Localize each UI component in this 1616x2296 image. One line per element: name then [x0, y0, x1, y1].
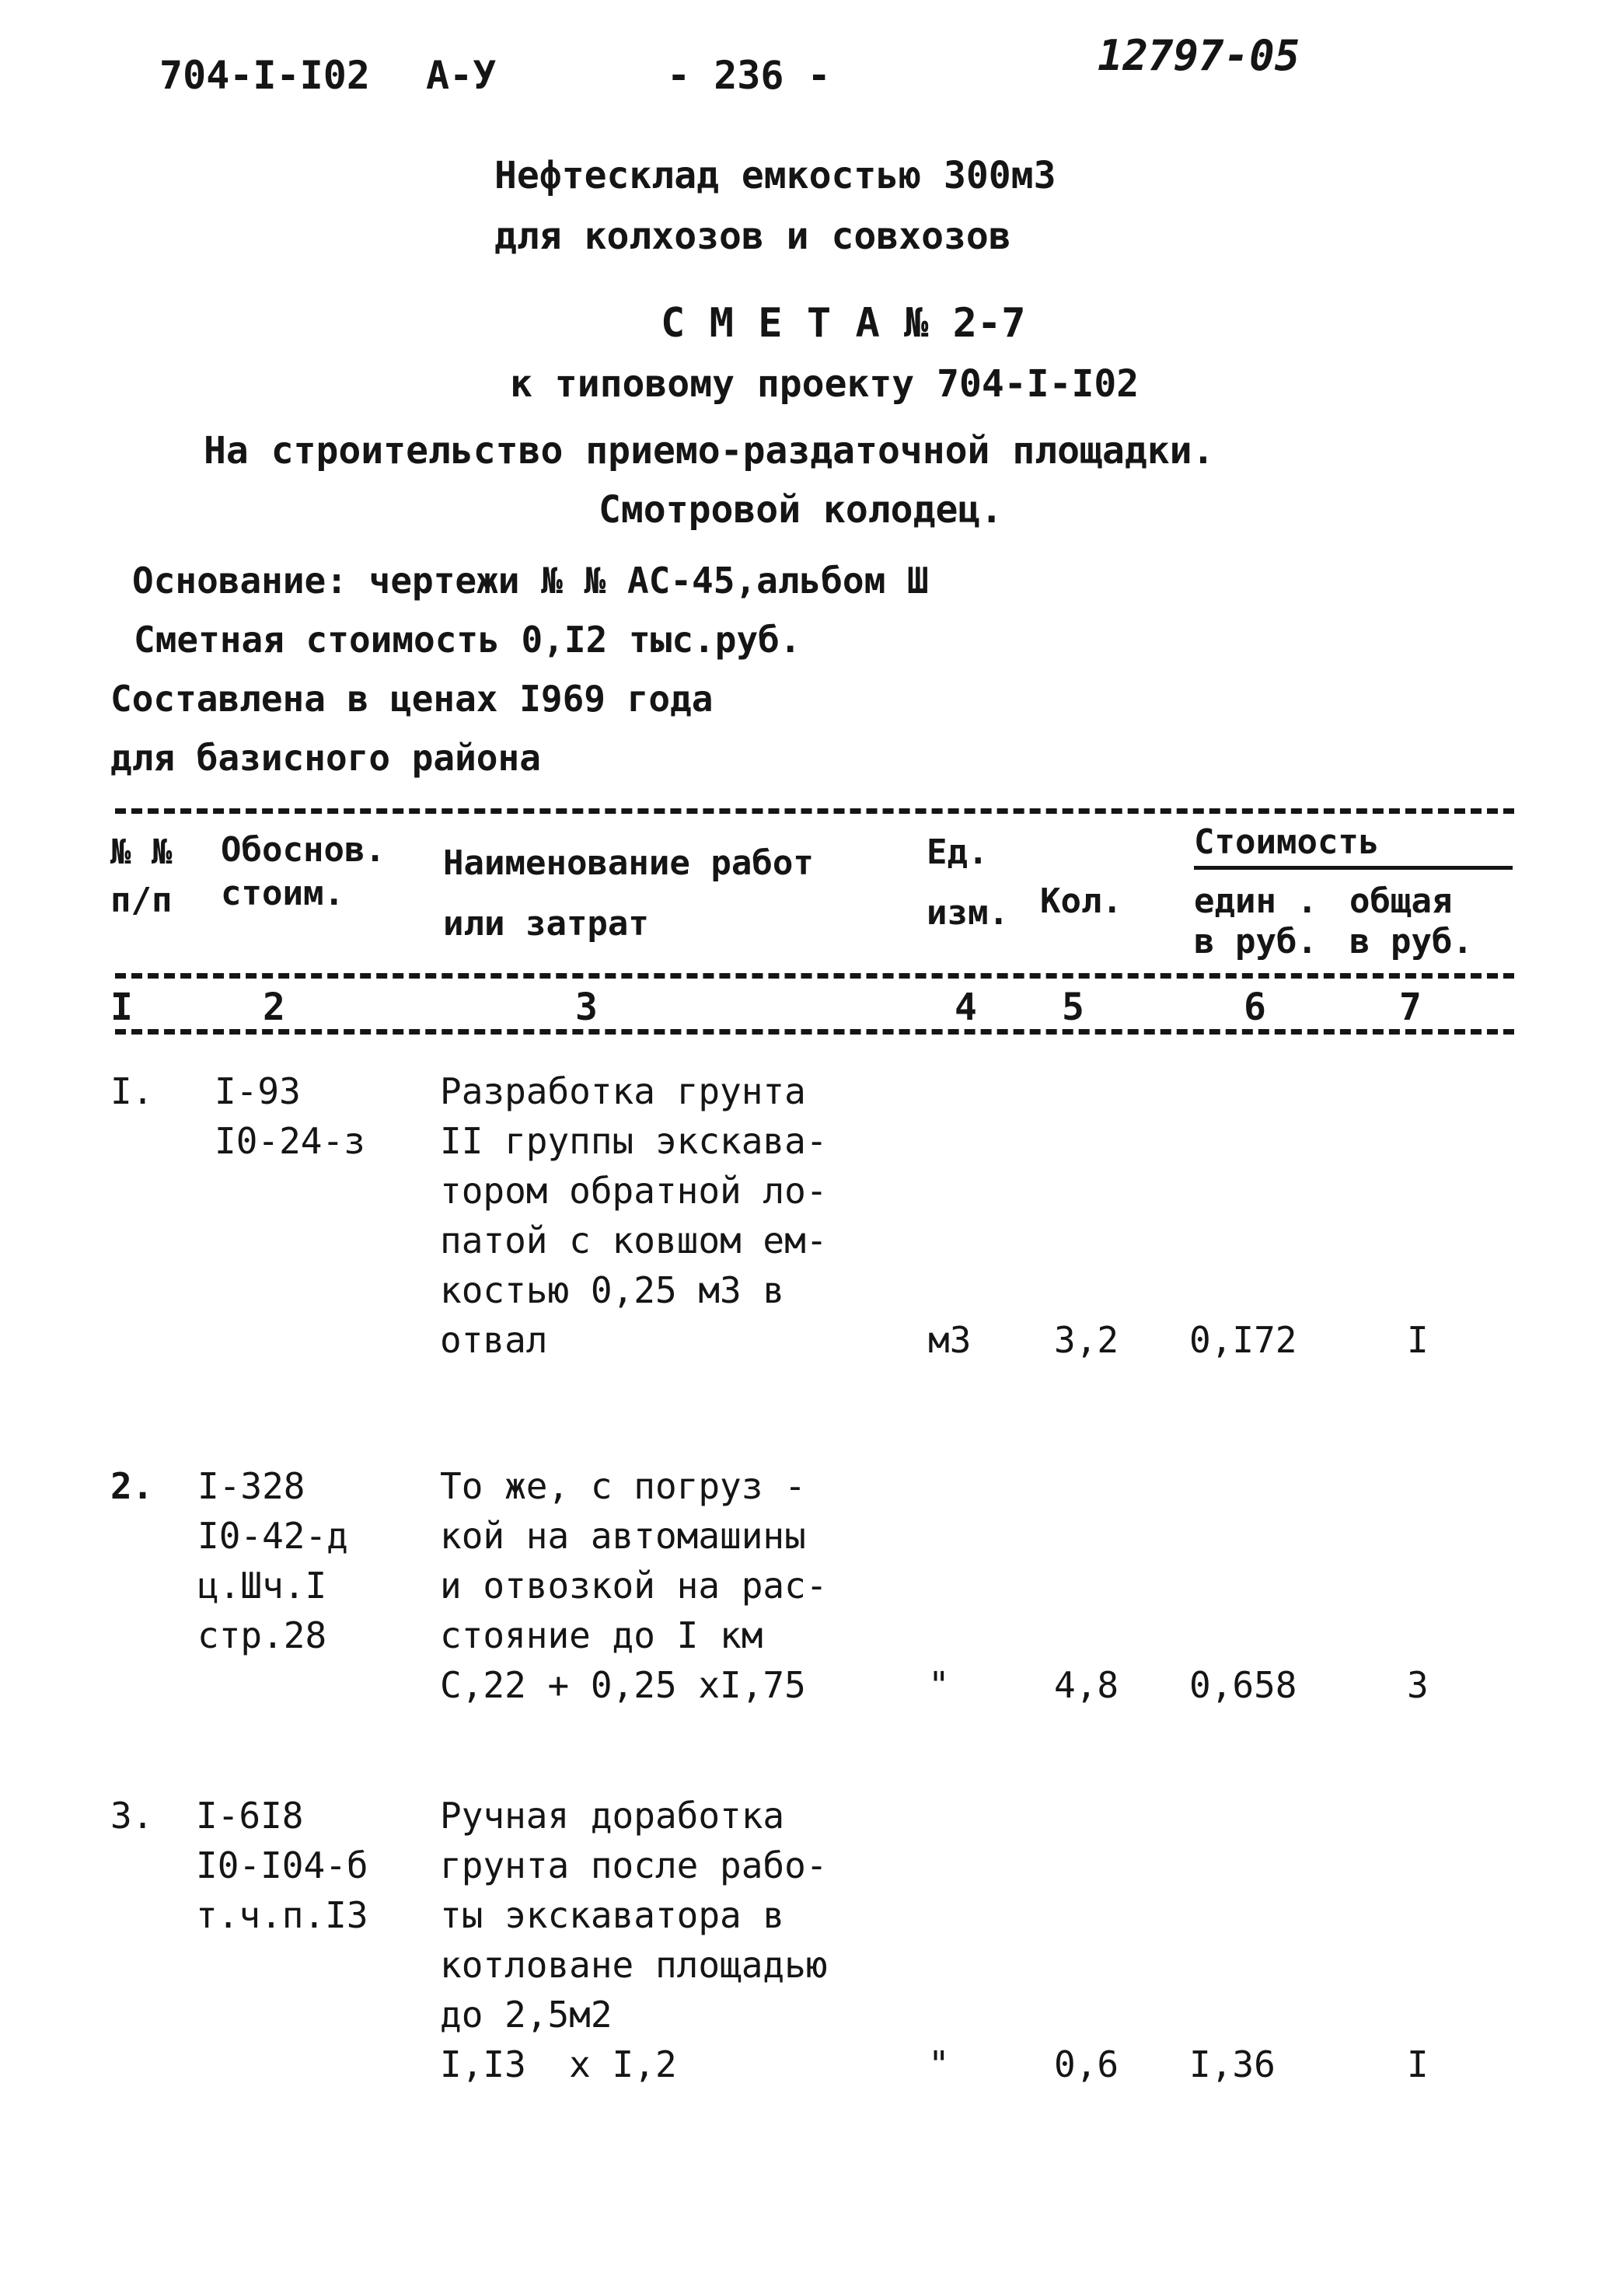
row-num: 2.: [110, 1465, 154, 1507]
album-label: А-У: [426, 53, 497, 98]
row-qty: 3,2: [1054, 1319, 1119, 1361]
cost-group-underline: [1194, 866, 1513, 870]
basis-line: Основание: чертежи № № АС-45,альбом Ш: [132, 560, 929, 602]
header-qty: Кол.: [1040, 881, 1122, 921]
row-qty: 0,6: [1054, 2043, 1119, 2085]
header-name: Наименование работ или затрат: [443, 843, 814, 944]
estimated-cost-line: Сметная стоимость 0,I2 тыс.руб.: [134, 619, 801, 661]
col-number-3: 3: [575, 986, 598, 1029]
col-number-2: 2: [263, 986, 285, 1029]
row-name: То же, с погруз - кой на автомашины и отвозкой на рас- стояние до I км С,22 + 0,25 хI,75: [440, 1465, 828, 1706]
region-line: для базисного района: [110, 737, 541, 779]
row-name: Ручная доработка грунта после рабо- ты экскаватора в котловане площадью до 2,5м2 I,I3 х I,2: [440, 1795, 828, 2085]
row-qty: 4,8: [1054, 1664, 1119, 1706]
col-number-1: I: [110, 986, 133, 1029]
row-basis: I-328 I0-42-д ц.Шч.I стр.28: [197, 1465, 348, 1656]
title-line-4: к типовому проекту 704-I-I02: [510, 362, 1140, 406]
col-number-6: 6: [1244, 986, 1266, 1029]
row-unit: м3: [928, 1319, 972, 1361]
row-basis: I-93 I0-24-з: [215, 1070, 365, 1162]
title-line-2: для колхозов и совхозов: [494, 215, 1011, 258]
title-line-1: Нефтесклад емкостью 300м3: [494, 154, 1056, 197]
row-total-cost: I: [1407, 2043, 1429, 2085]
row-total-cost: 3: [1407, 1664, 1429, 1706]
estimate-title: С М Е Т А № 2-7: [661, 300, 1026, 347]
title-line-6: Смотровой колодец.: [599, 488, 1003, 532]
row-unit-cost: 0,658: [1189, 1664, 1297, 1706]
header-unit: Ед. изм.: [927, 832, 1009, 933]
row-unit: ": [928, 2043, 950, 2085]
document-number: 12797-05: [1098, 31, 1300, 80]
header-cost-group: Стоимость: [1194, 822, 1380, 862]
col-number-5: 5: [1062, 986, 1084, 1029]
row-num: I.: [110, 1070, 154, 1112]
col-number-7: 7: [1399, 986, 1422, 1029]
header-basis: Обоснов. стоим.: [221, 830, 386, 913]
row-unit-cost: 0,I72: [1189, 1319, 1297, 1361]
row-basis: I-6I8 I0-I04-б т.ч.п.I3: [196, 1795, 368, 1936]
row-unit-cost: I,36: [1189, 2043, 1276, 2085]
table-top-rule: [115, 808, 1514, 814]
row-name: Разработка грунта II группы экскава- тором обратной ло- патой с ковшом ем- костью 0,25 м3 в отвал: [440, 1070, 828, 1361]
header-unit-cost: един . в руб.: [1194, 881, 1318, 961]
header-num: № № п/п: [110, 832, 173, 920]
row-num: 3.: [110, 1795, 154, 1837]
col-number-4: 4: [955, 986, 977, 1029]
row-unit: ": [928, 1664, 950, 1706]
header-bottom-rule: [115, 973, 1514, 979]
header-total-cost: общая в руб.: [1349, 881, 1473, 961]
title-line-5: На строительство приемо-раздаточной площадки.: [204, 429, 1215, 473]
document-code: 704-I-I02: [159, 53, 370, 98]
page-number: - 236 -: [667, 53, 831, 98]
column-numbers-rule: [115, 1029, 1514, 1035]
row-total-cost: I: [1407, 1319, 1429, 1361]
prices-line: Составлена в ценах I969 года: [110, 678, 714, 720]
